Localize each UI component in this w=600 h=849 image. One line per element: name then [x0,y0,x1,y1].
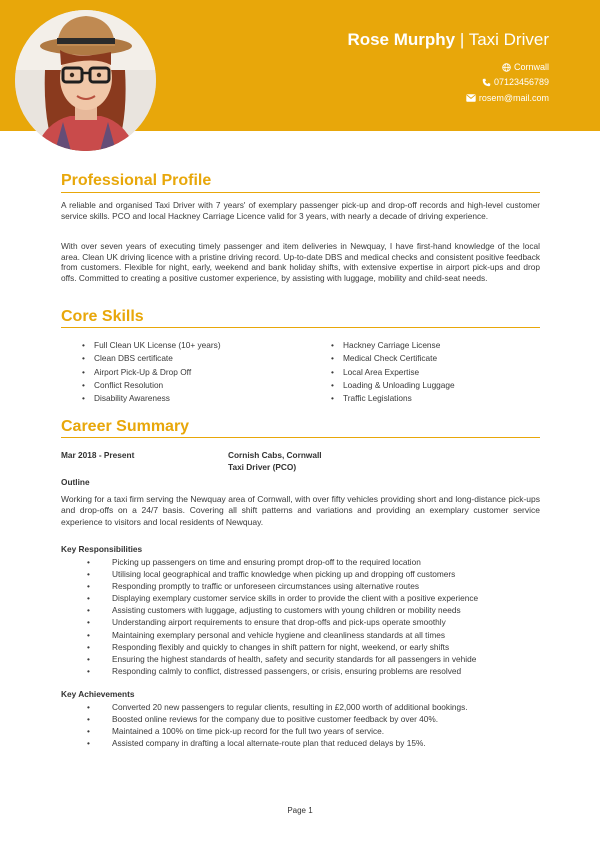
section-divider [61,327,540,328]
page-number: Page 1 [287,806,313,815]
skill-item: • Loading & Unloading Luggage [331,379,455,392]
responsibilities-list [112,556,478,677]
candidate-name: Rose Murphy [347,30,456,49]
section-divider [61,437,540,438]
contact-location [502,62,549,72]
job-title: Taxi Driver [468,30,549,49]
email-text: rosem@mail.com [478,93,549,103]
list-item: • Assisted company in drafting a local alternate-route plan that reduced delays by 15%. [112,737,468,749]
skills-list-left [82,339,221,405]
skill-item: • Medical Check Certificate [331,352,455,365]
responsibilities-label: Key Responsibilities [61,544,143,554]
profile-paragraph-1: A reliable and organised Taxi Driver with 7 years' of exemplary passenger pick-up and drop-off records and high-level customer service skills. PCO and local Hackney Carriage Licence valid for 3 years, with nearly a decade of driving experience. [61,200,540,221]
list-item: • Understanding airport requirements to ensure that drop-offs and pick-ups operate smoothly [112,616,478,628]
envelope-icon [466,94,476,102]
phone-text: 07123456789 [493,77,549,87]
phone-icon [482,78,491,87]
skill-item: • Disability Awareness [82,392,221,405]
skill-item: • Traffic Legislations [331,392,455,405]
skill-item: • Full Clean UK License (10+ years) [82,339,221,352]
skill-item: • Airport Pick-Up & Drop Off [82,366,221,379]
name-title-line [347,30,549,50]
job-outline: Working for a taxi firm serving the Newquay area of Cornwall, with over fifty vehicles providing short and long-distance pick-ups and drop-offs on a 24/7 basis. Covering all shift patterns and variations and providing an exemplary customer service experience to visitors and local residents of Newquay. [61,494,540,527]
job-dates: Mar 2018 - Present [61,450,135,460]
contact-phone [482,77,549,87]
section-divider [61,192,540,193]
profile-paragraph-2: With over seven years of executing timely passenger and item deliveries in Newquay, I have first-hand knowledge of the local area. Clean UK driving licence with a pristine driving record. Up-to-date DBS and medical checks and consistent positive feedback from customers. Flexible for night, early, weekend and bank holiday shifts, with extensive expertise in airport pick-ups and drop offs. Committed to creating a positive customer experience, by assisting with luggage, mobility and child-seat needs. [61,241,540,283]
job-role: Taxi Driver (PCO) [228,462,297,472]
list-item: • Maintained a 100% on time pick-up record for the full two years of service. [112,725,468,737]
section-title-career: Career Summary [61,418,190,435]
section-title-profile: Professional Profile [61,172,212,189]
skill-item: • Conflict Resolution [82,379,221,392]
list-item: • Displaying exemplary customer service skills in order to provide the client with a positive experience [112,592,478,604]
profile-photo [15,10,156,151]
outline-label: Outline [61,477,90,487]
contact-email [466,93,549,103]
list-item: • Converted 20 new passengers to regular clients, resulting in £2,000 worth of additional bookings. [112,701,468,713]
achievements-list [112,701,468,749]
skill-item: • Hackney Carriage License [331,339,455,352]
section-title-skills: Core Skills [61,308,144,325]
globe-icon [502,63,511,72]
list-item: • Boosted online reviews for the company due to positive customer feedback by over 40%. [112,713,468,725]
list-item: • Utilising local geographical and traffic knowledge when picking up and dropping off customers [112,568,478,580]
list-item: • Responding promptly to traffic or unforeseen circumstances using alternative routes [112,580,478,592]
list-item: • Responding calmly to conflict, distressed passengers, or crisis, ensuring problems are resolved [112,665,478,677]
skill-item: • Clean DBS certificate [82,352,221,365]
list-item: • Assisting customers with luggage, adjusting to customers with young children or mobility needs [112,604,478,616]
job-company: Cornish Cabs, Cornwall [228,450,322,460]
list-item: • Responding flexibly and quickly to changes in shift pattern for night, weekend, or early shifts [112,641,478,653]
list-item: • Picking up passengers on time and ensuring prompt drop-off to the required location [112,556,478,568]
skill-item: • Local Area Expertise [331,366,455,379]
list-item: • Maintaining exemplary personal and vehicle hygiene and cleanliness standards at all times [112,629,478,641]
achievements-label: Key Achievements [61,689,135,699]
list-item: • Ensuring the highest standards of health, safety and security standards for all passengers in vehide [112,653,478,665]
name-separator: | [459,30,465,49]
location-text: Cornwall [513,62,549,72]
skills-list-right [331,339,455,405]
